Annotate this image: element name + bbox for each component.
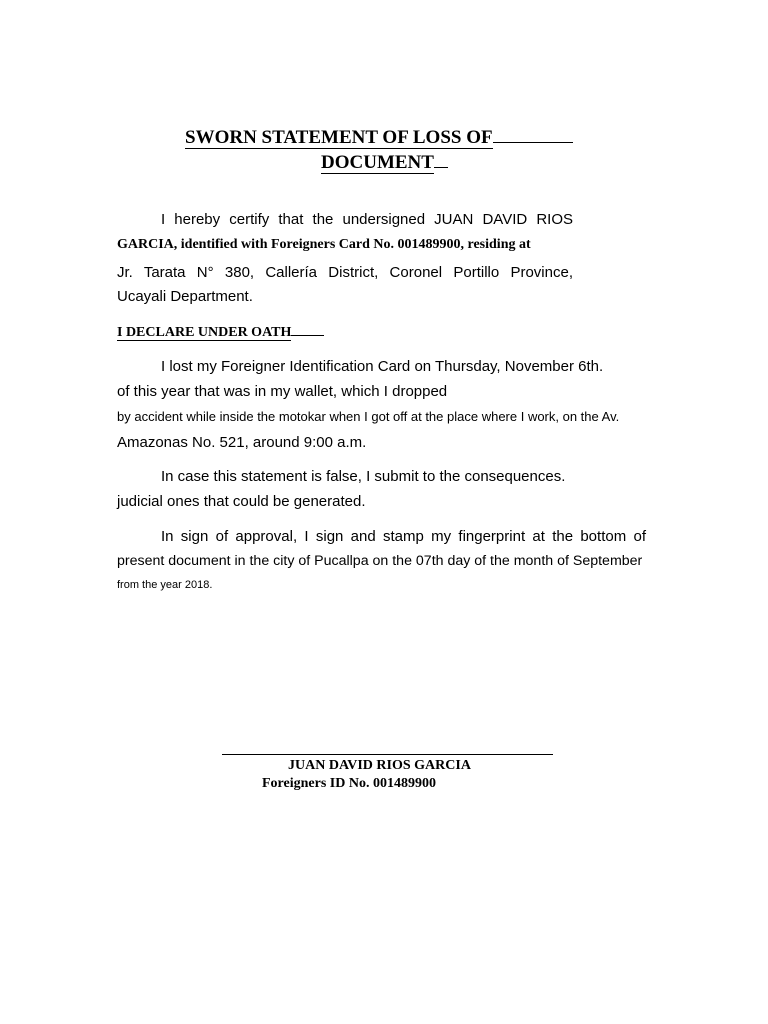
- signature-id-text: Foreigners ID No. 001489900: [262, 776, 436, 791]
- approval-line-3: [117, 579, 212, 591]
- title-underline-fill-2: [434, 153, 448, 168]
- intro-text-3: Jr. Tarata N° 380, Callería District, Coronel Portillo Province,: [117, 264, 573, 281]
- signature-line: [222, 754, 553, 755]
- intro-line-1: [161, 211, 573, 228]
- false-line-2: [117, 493, 366, 510]
- approval-text-1: In sign of approval, I sign and stamp my fingerprint at the bottom of: [161, 528, 646, 545]
- loss-line-3: [117, 409, 619, 424]
- intro-line-4: [117, 288, 253, 305]
- declare-underline-fill: [291, 323, 324, 336]
- document-title-line1: [185, 127, 573, 149]
- signature-name: [288, 758, 471, 774]
- false-text-2: judicial ones that could be generated.: [117, 493, 366, 510]
- intro-text-2: GARCIA, identified with Foreigners Card No. 001489900, residing at: [117, 237, 531, 252]
- loss-line-2: [117, 383, 447, 400]
- loss-line-4: [117, 434, 366, 451]
- title-text: SWORN STATEMENT OF LOSS OF: [185, 127, 493, 148]
- loss-line-1: [161, 358, 603, 375]
- false-text-1: In case this statement is false, I submit to the consequences.: [161, 468, 566, 485]
- signature-name-text: JUAN DAVID RIOS GARCIA: [288, 758, 471, 773]
- loss-text-1: I lost my Foreigner Identification Card on Thursday, November 6th.: [161, 358, 604, 375]
- title-underline-fill: [493, 128, 573, 143]
- false-line-1: [161, 468, 565, 485]
- loss-text-2: of this year that was in my wallet, which I dropped: [117, 383, 448, 400]
- document-title-line2: [321, 152, 448, 174]
- intro-line-2: [117, 237, 531, 253]
- approval-line-2: [117, 553, 642, 569]
- intro-line-3: [117, 264, 573, 281]
- approval-text-2: present document in the city of Pucallpa on the 07th day of the month of September: [117, 553, 643, 569]
- loss-text-3: by accident while inside the motokar when I got off at the place where I work, on the Av.: [117, 409, 620, 424]
- signature-id: [262, 776, 436, 792]
- approval-text-3: from the year 2018.: [117, 579, 213, 591]
- approval-line-1: [161, 528, 646, 545]
- declare-heading: [117, 323, 324, 341]
- title-text-2: DOCUMENT: [321, 152, 434, 173]
- intro-text-4: Ucayali Department.: [117, 288, 253, 305]
- intro-text-1: I hereby certify that the undersigned JUAN DAVID RIOS: [161, 211, 573, 228]
- loss-text-4: Amazonas No. 521, around 9:00 a.m.: [117, 434, 367, 451]
- declare-heading-text: I DECLARE UNDER OATH: [117, 325, 292, 340]
